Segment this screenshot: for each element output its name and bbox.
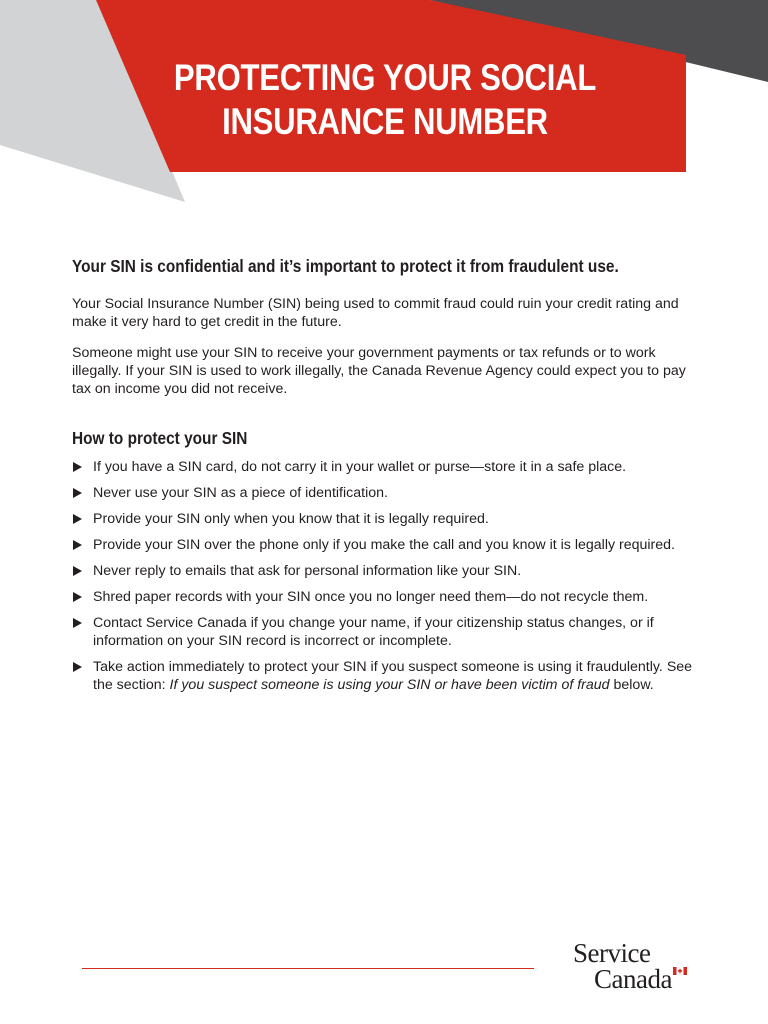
logo-text-canada: Canada: [594, 964, 672, 994]
protect-list: [72, 458, 702, 694]
list-item: [72, 484, 702, 502]
list-item-text: Provide your SIN over the phone only if you make the call and you know it is legally required.: [93, 537, 675, 553]
triangle-right-icon: [73, 540, 82, 550]
triangle-right-icon: [73, 592, 82, 602]
triangle-right-icon: [73, 662, 82, 672]
logo-text-service: Service: [573, 938, 651, 968]
triangle-right-icon: [73, 488, 82, 498]
list-item-text-end: below.: [609, 677, 654, 693]
triangle-right-icon: [73, 566, 82, 576]
list-item-text: Never reply to emails that ask for personal information like your SIN.: [93, 563, 522, 579]
list-item-text: Take action immediately to protect your SIN if you suspect someone is using it fraudulently. See the section:: [93, 659, 693, 693]
section-reference-link-text: If you suspect someone is using your SIN or have been victim of fraud: [169, 677, 610, 693]
service-canada-logo: [573, 940, 693, 996]
intro-paragraph-1: Your Social Insurance Number (SIN) being used to commit fraud could ruin your credit rating and make it very hard to get credit in the future.: [72, 296, 679, 330]
list-item: [72, 510, 702, 528]
list-item: [72, 588, 702, 606]
triangle-right-icon: [73, 462, 82, 472]
list-item-text: Shred paper records with your SIN once you no longer need them—do not recycle them.: [93, 589, 649, 605]
intro-paragraph-2: Someone might use your SIN to receive your government payments or tax refunds or to work illegally. If your SIN is used to work illegally, the Canada Revenue Agency could expect you to pay tax on income you did not receive.: [72, 345, 686, 397]
triangle-right-icon: [73, 514, 82, 524]
main-content: [72, 254, 702, 702]
list-item-text: Provide your SIN only when you know that it is legally required.: [93, 511, 489, 527]
list-item-text: Never use your SIN as a piece of identification.: [93, 485, 388, 501]
list-item: [72, 658, 702, 694]
triangle-right-icon: [73, 618, 82, 628]
list-item: [72, 562, 702, 580]
section-heading-protect: How to protect your SIN: [72, 428, 248, 448]
page-title: [154, 56, 616, 144]
list-item-text: If you have a SIN card, do not carry it in your wallet or purse—store it in a safe place.: [93, 459, 627, 475]
list-item: [72, 458, 702, 476]
list-item-text: Contact Service Canada if you change your name, if your citizenship status changes, or if information on your SIN record is incorrect or incomplete.: [93, 615, 654, 649]
list-item: [72, 614, 702, 650]
page-title-line1: PROTECTING YOUR SOCIAL: [173, 57, 597, 98]
footer-divider: [82, 968, 534, 969]
canada-flag-icon: [673, 967, 687, 975]
list-item: [72, 536, 702, 554]
intro-lead: Your SIN is confidential and it’s important to protect it from fraudulent use.: [72, 256, 619, 276]
page-title-line2: INSURANCE NUMBER: [222, 101, 548, 142]
